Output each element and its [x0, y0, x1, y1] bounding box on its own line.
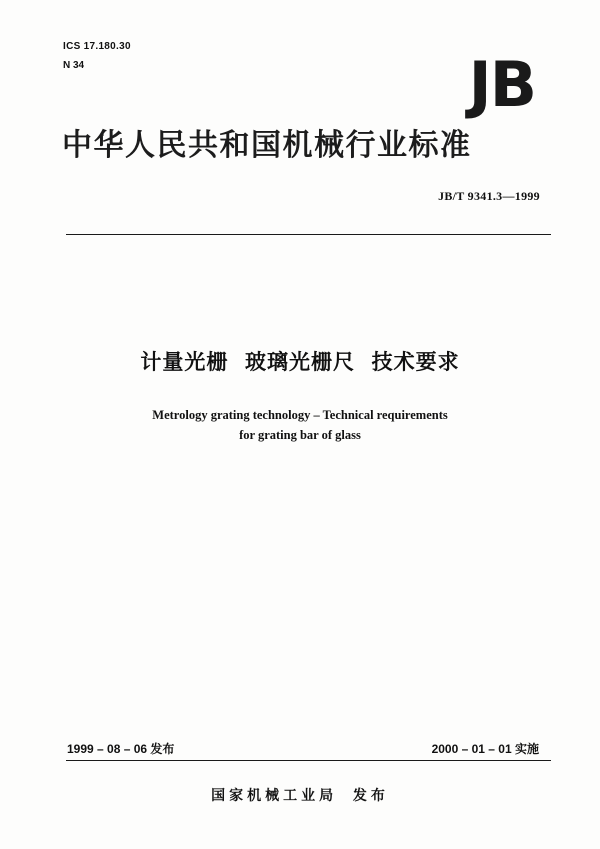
chinese-title: 计量光栅 玻璃光栅尺 技术要求: [140, 350, 460, 374]
bottom-divider: [66, 760, 551, 761]
top-divider: [66, 234, 551, 235]
issue-date: 1999 – 08 – 06 发布: [67, 742, 175, 756]
standard-number: JB/T 9341.3—1999: [438, 189, 540, 203]
publisher: 国家机械工业局 发布: [211, 787, 389, 803]
jb-logo: JB: [468, 48, 535, 121]
implementation-date: 2000 – 01 – 01 实施: [431, 742, 539, 756]
english-title: [0, 405, 600, 445]
issuing-standard-title: 中华人民共和国机械行业标准: [62, 129, 472, 162]
ics-code: ICS 17.180.30: [63, 41, 131, 52]
english-title-line-1: Metrology grating technology – Technical requirements: [152, 408, 448, 422]
ccs-code: N 34: [63, 60, 85, 71]
english-title-line-2: for grating bar of glass: [239, 428, 361, 442]
